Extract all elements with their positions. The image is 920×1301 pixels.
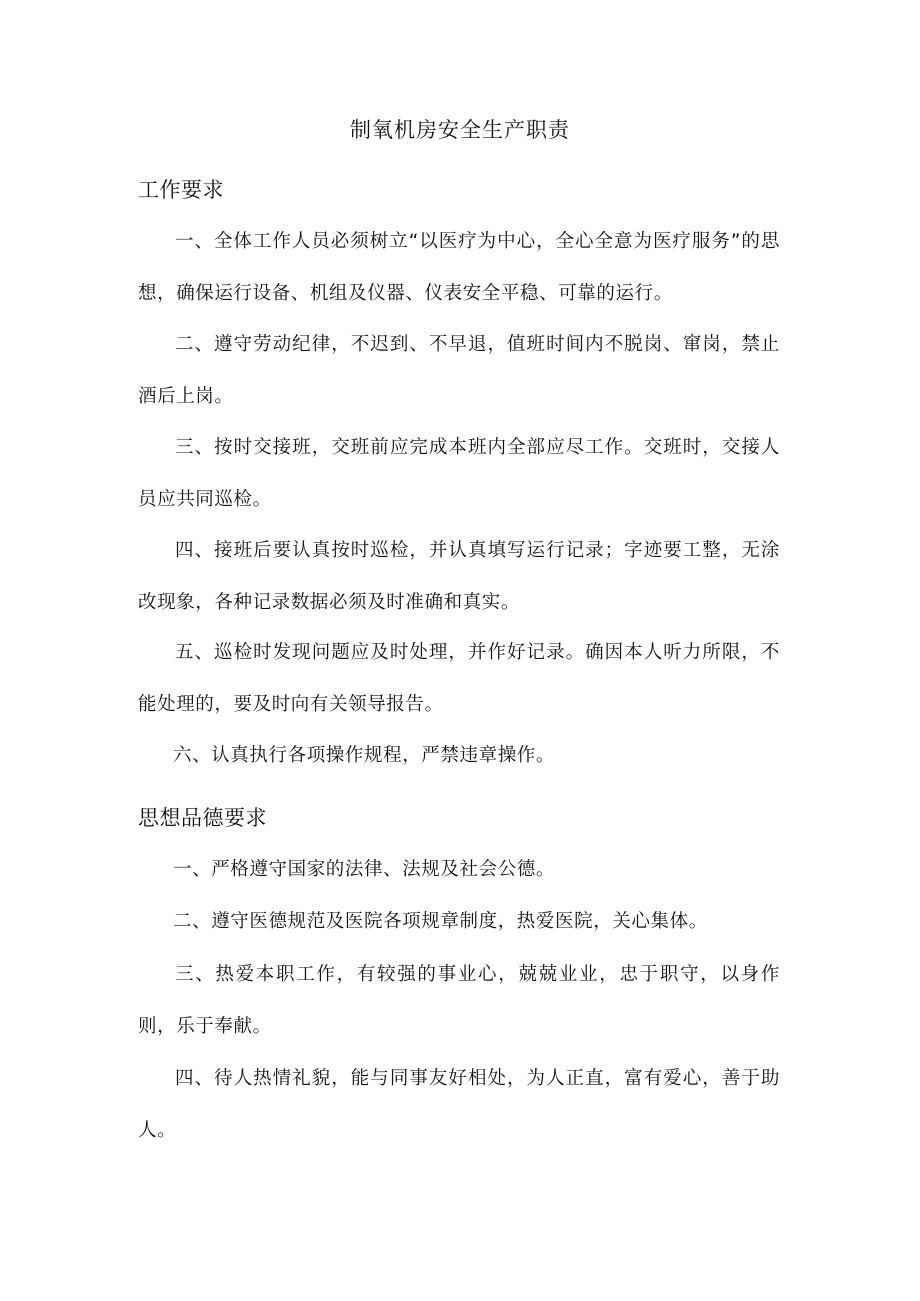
paragraph: 四、待人热情礼貌，能与同事友好相处，为人正直，富有爱心，善于助人。 xyxy=(138,1068,780,1141)
section-heading-work-requirements: 工作要求 xyxy=(138,178,224,202)
document-title: 制氧机房安全生产职责 xyxy=(350,118,570,142)
paragraph: 一、全体工作人员必须树立“以医疗为中心，全心全意为医疗服务”的思想，确保运行设备、机组及仪器、仪表安全平稳、可靠的运行。 xyxy=(138,231,780,304)
paragraph: 四、接班后要认真按时巡检，并认真填写运行记录；字迹要工整，无涂改现象，各种记录数据必须及时准确和真实。 xyxy=(138,540,780,613)
paragraph: 六、认真执行各项操作规程，严禁违章操作。 xyxy=(173,745,556,766)
paragraph: 二、遵守医德规范及医院各项规章制度，热爱医院，关心集体。 xyxy=(173,911,708,932)
paragraph: 三、热爱本职工作，有较强的事业心，兢兢业业，忠于职守，以身作则，乐于奉献。 xyxy=(138,964,780,1037)
paragraph: 一、严格遵守国家的法律、法规及社会公德。 xyxy=(173,859,556,880)
paragraph: 五、巡检时发现问题应及时处理，并作好记录。确因本人听力所限，不能处理的，要及时向有关领导报告。 xyxy=(138,642,780,715)
paragraph: 二、遵守劳动纪律，不迟到、不早退，值班时间内不脱岗、窜岗，禁止酒后上岗。 xyxy=(138,334,780,407)
paragraph: 三、按时交接班，交班前应完成本班内全部应尽工作。交班时，交接人员应共同巡检。 xyxy=(138,437,780,510)
section-heading-moral-requirements: 思想品德要求 xyxy=(138,806,267,830)
